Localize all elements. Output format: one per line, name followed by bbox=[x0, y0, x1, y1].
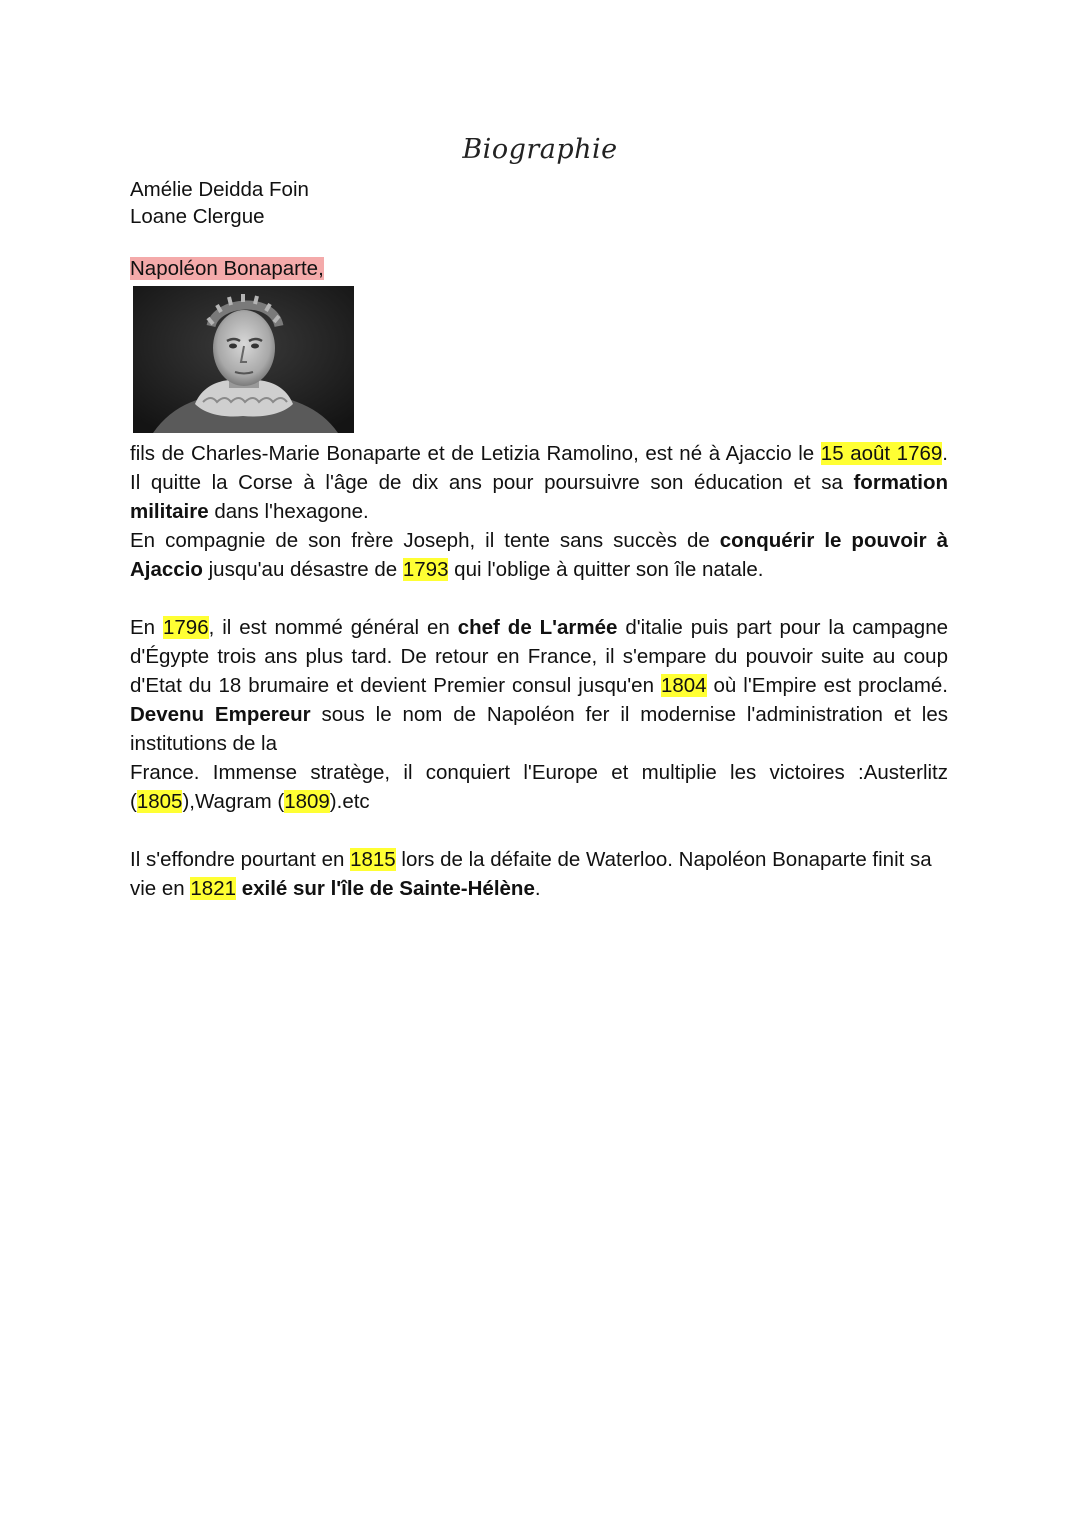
text-run: d'italie puis part pour la campagne d'Égypte trois ans plus tard. De retour en France, il s'empare du pouvoir suite au coup d'Etat du 18 brumaire et devient Premier consul jusqu'en bbox=[130, 616, 948, 697]
highlighted-date: 1804 bbox=[660, 674, 707, 697]
highlighted-date: 1796 bbox=[162, 616, 209, 639]
text-run: . bbox=[534, 877, 541, 900]
text-run: où l'Empire est proclamé. bbox=[706, 674, 948, 697]
author-name: Amélie Deidda Foin bbox=[130, 178, 309, 201]
text-run: Il s'effondre pourtant en bbox=[130, 848, 351, 871]
bold-phrase: exilé sur l'île de Sainte-Hélène bbox=[241, 877, 535, 900]
bold-phrase: Devenu Empereur bbox=[130, 703, 311, 726]
text-run: En bbox=[130, 616, 163, 639]
highlighted-date: 1815 bbox=[350, 848, 396, 871]
text-run: , il est nommé général en bbox=[208, 616, 458, 639]
highlighted-date: 1821 bbox=[190, 877, 237, 900]
text-run: sous le nom de Napoléon fer il modernise l'administration et les institutions de la bbox=[130, 703, 948, 755]
highlighted-date: 1793 bbox=[402, 558, 449, 581]
subject-name: Napoléon Bonaparte, bbox=[130, 257, 324, 280]
highlighted-date: 15 août 1769 bbox=[820, 442, 943, 465]
authors-block bbox=[130, 176, 309, 230]
text-run: fils de Charles-Marie Bonaparte et de Letizia Ramolino, est né à Ajaccio le bbox=[130, 442, 821, 465]
page-title: Biographie bbox=[462, 134, 618, 165]
biography-paragraph bbox=[130, 526, 948, 584]
biography-text bbox=[130, 439, 948, 903]
biography-paragraph bbox=[130, 758, 948, 816]
bold-phrase: formation militaire bbox=[130, 471, 948, 523]
subject-heading bbox=[130, 255, 324, 282]
biography-paragraph bbox=[130, 439, 948, 526]
text-run: jusqu'au désastre de bbox=[202, 558, 403, 581]
author-name: Loane Clergue bbox=[130, 205, 265, 228]
text-run: qui l'oblige à quitter son île natale. bbox=[448, 558, 764, 581]
text-run: ),Wagram ( bbox=[182, 790, 285, 813]
bold-phrase: chef de L'armée bbox=[457, 616, 618, 639]
biography-paragraph bbox=[130, 613, 948, 758]
text-run: dans l'hexagone. bbox=[208, 500, 369, 523]
napoleon-portrait-icon bbox=[133, 286, 354, 433]
bold-phrase: conquérir le pouvoir à Ajaccio bbox=[130, 529, 948, 581]
text-run: . Il quitte la Corse à l'âge de dix ans pour poursuivre son éducation et sa bbox=[130, 442, 948, 494]
text-run: France. Immense stratège, il conquiert l'Europe et multiplie les victoires :Austerlitz ( bbox=[130, 761, 948, 813]
text-run: lors de la défaite de Waterloo. Napoléon Bonaparte finit sa vie en bbox=[130, 848, 932, 900]
text-run: En compagnie de son frère Joseph, il tente sans succès de bbox=[130, 529, 720, 552]
biography-paragraph bbox=[130, 845, 948, 903]
highlighted-date: 1805 bbox=[136, 790, 183, 813]
highlighted-date: 1809 bbox=[284, 790, 330, 813]
text-run: ).etc bbox=[329, 790, 370, 813]
